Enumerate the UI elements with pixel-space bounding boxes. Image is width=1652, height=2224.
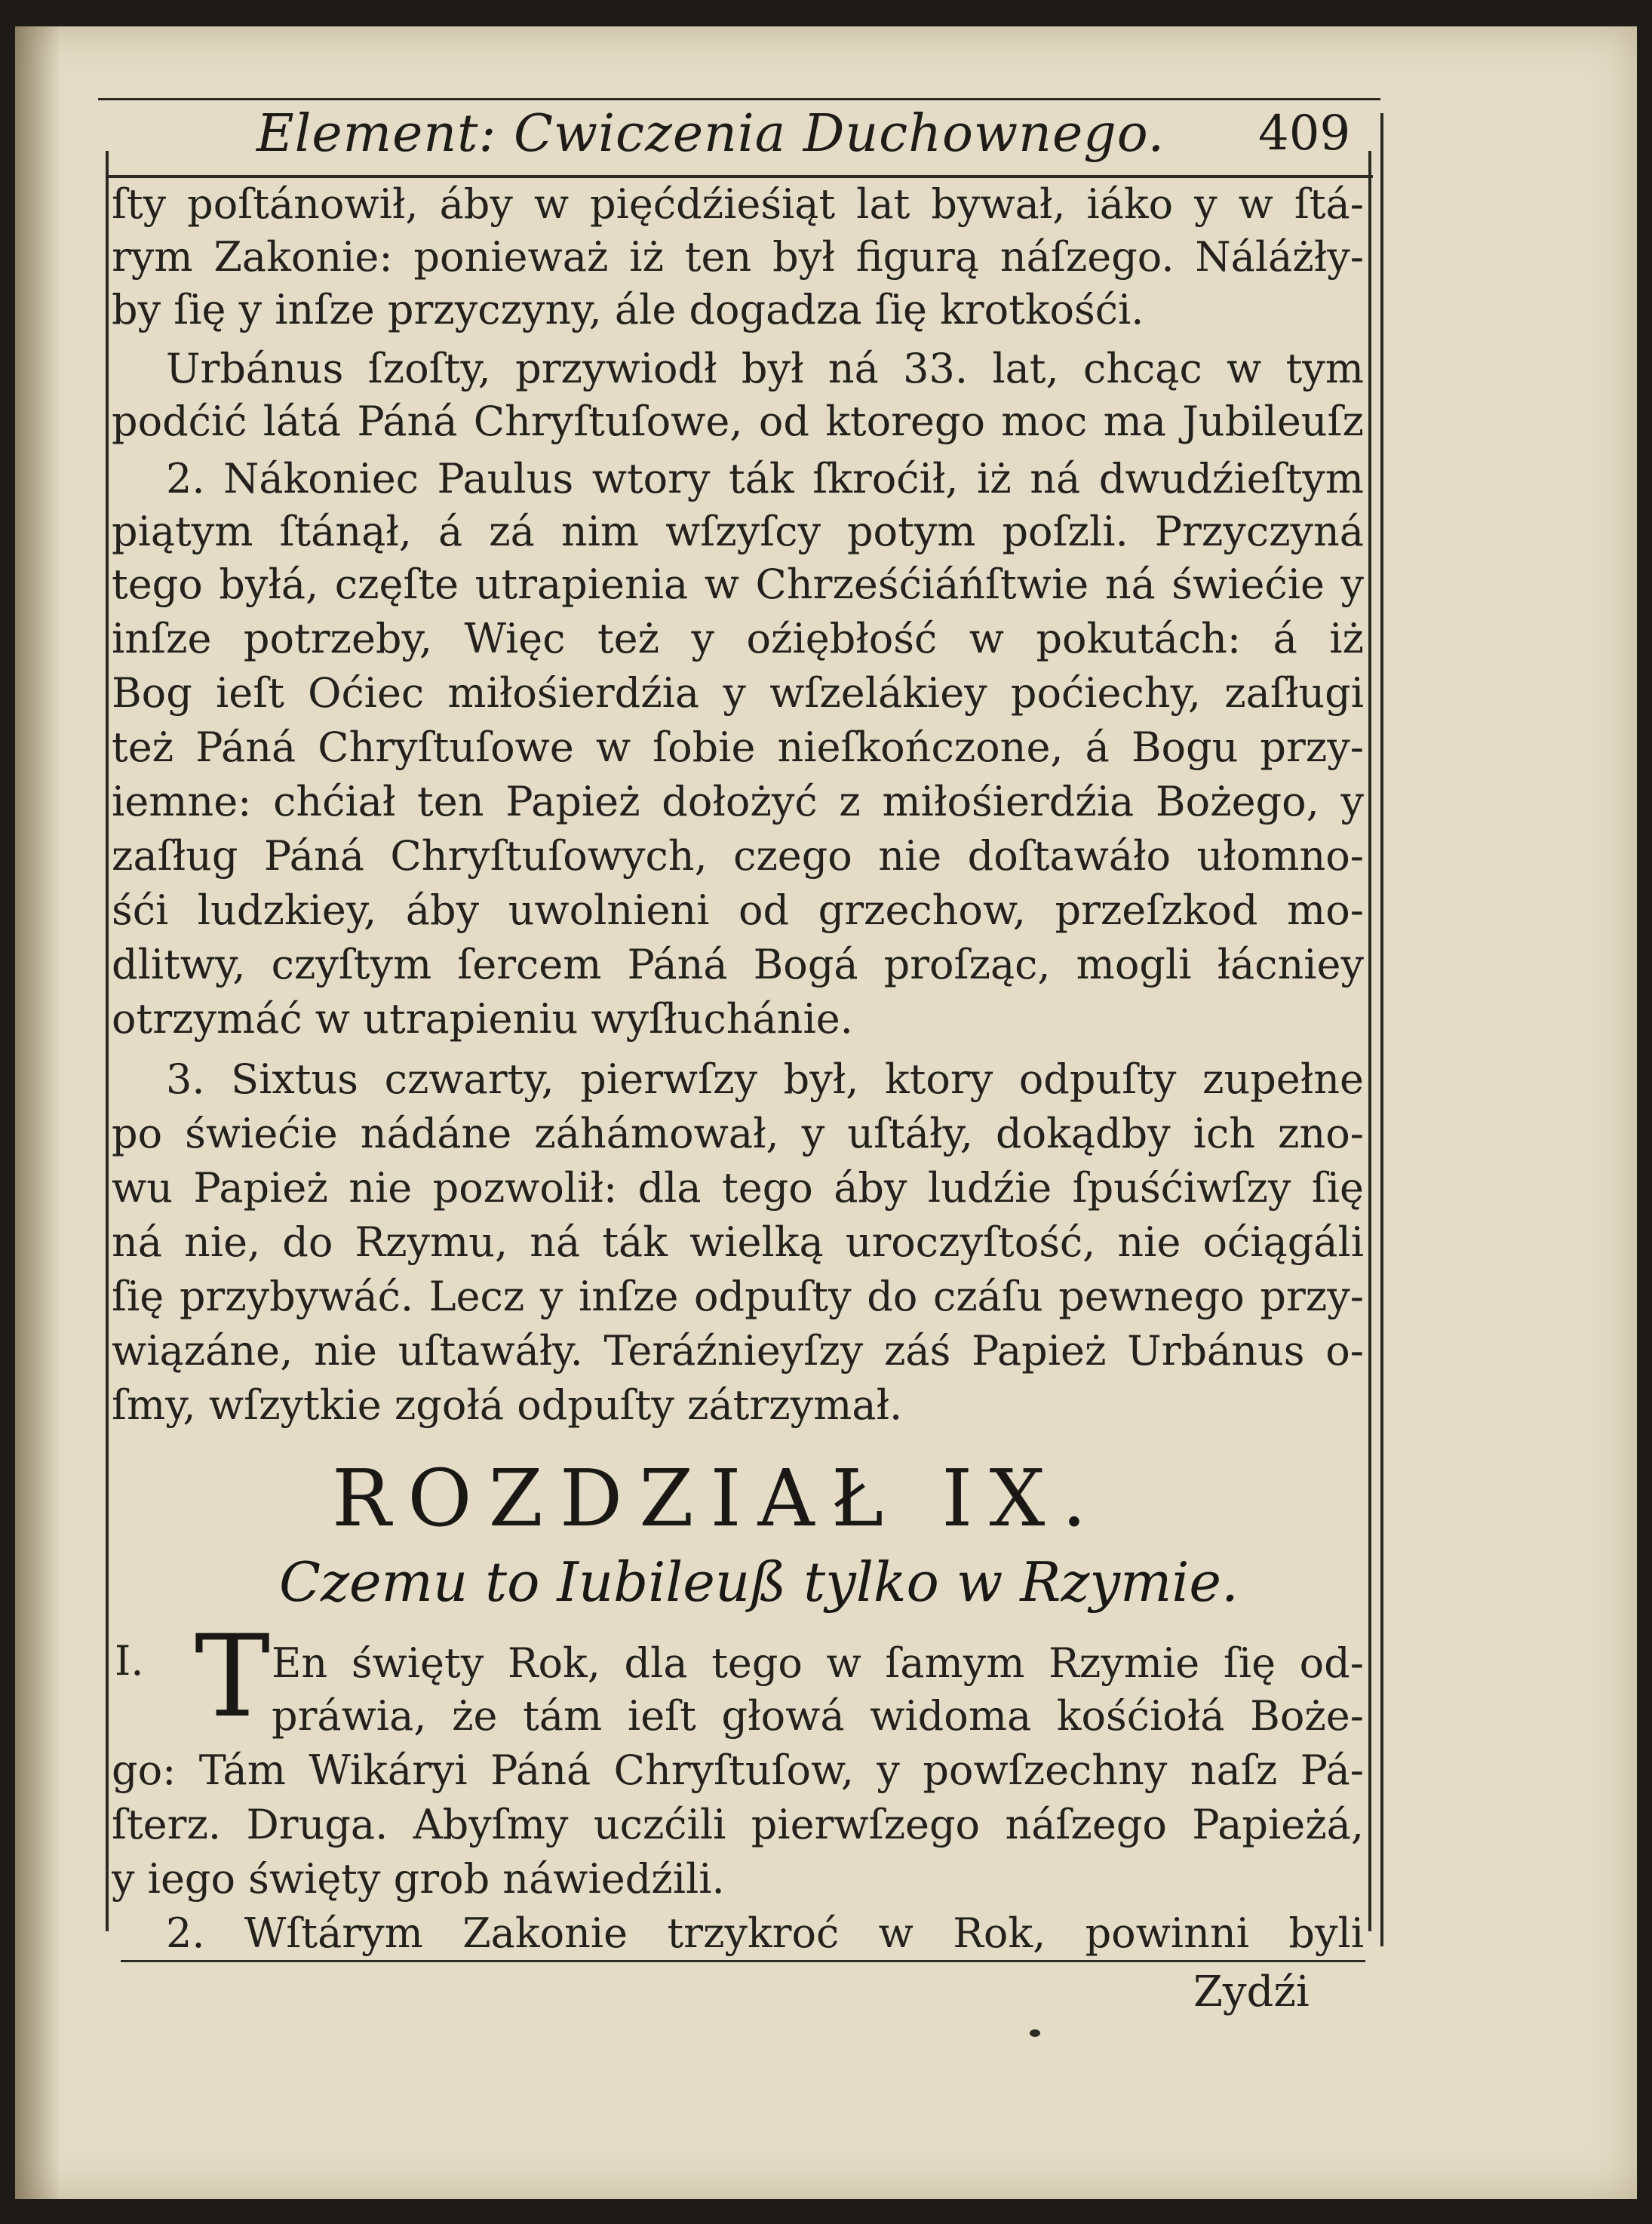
chapter-text-line: ſterz. Druga. Abyſmy uczćili pierwſzego náſzego Papieżá, [112,1801,1364,1848]
chapter-text-line: práwia, że tám ieſt głowá widoma kośćiołá Boże- [272,1692,1364,1740]
text-line: otrzymáć w utrapieniu wyſłuchánie. [112,995,853,1043]
text-line: śći ludzkiey, áby uwolnieni od grzechow, przeſzkod mo- [112,886,1364,934]
text-line: 2. Nákoniec Paulus wtory ták ſkroćił, iż ná dwudźieſtym [166,455,1364,502]
chapter-subtitle: Czemu to Iubileuß tylko w Rzymie. [279,1550,1239,1614]
text-line: wiązáne, nie uſtawáły. Teráźnieyſzy záś Papież Urbánus o- [112,1327,1364,1375]
frame-outer-rule [1380,113,1383,1946]
page-gutter-shadow [15,26,60,2199]
text-line: po świećie nádáne záhámował, y uſtáły, dokądby ich zno- [112,1110,1364,1157]
text-line: wu Papież nie pozwolił: dla tego áby ludźie ſpuśćiwſzy ſię [112,1164,1364,1212]
text-line: tego byłá, częſte utrapienia w Chrześćiáńſtwie ná świećie y [112,561,1364,608]
running-title: Element: Cwiczenia Duchownego. [256,104,1165,164]
text-line: ſty poſtánowił, áby w pięćdźieśiąt lat bywał, iáko y w ſtá- [112,180,1364,228]
text-line: Bog ieſt Oćiec miłośierdźia y wſzelákiey poćiechy, zaſługi [112,669,1364,717]
text-line: rym Zakonie: ponieważ iż ten był figurą náſzego. Náláżły- [112,233,1364,281]
text-line: dlitwy, czyſtym ſercem Páná Bogá proſząc, mogli łácniey [112,941,1364,988]
page-number: 409 [1258,106,1351,161]
chapter-title: ROZDZIAŁ IX. [332,1452,1104,1544]
chapter-text-line: 2. Wſtárym Zakonie trzykroć w Rok, powinni byli [166,1909,1364,1957]
catchword: Zydźi [1193,1968,1310,2017]
chapter-text-line: go: Tám Wikáryi Páná Chryſtuſow, y powſzechny naſz Pá- [112,1746,1364,1794]
text-line: by ſię y inſze przyczyny, ále dogadza ſię krotkośći. [112,286,1144,333]
text-line: iemne: chćiał ten Papież dołożyć z miłośierdźia Bożego, y [112,778,1364,825]
bottom-rule [121,1960,1365,1962]
section-number: I. [115,1637,144,1685]
printer-ornament [1030,2029,1040,2037]
chapter-text-line: y iego święty grob náwiedźili. [112,1855,725,1903]
text-line: inſze potrzeby, Więc też y oźiębłość w pokutách: á iż [112,615,1364,662]
drop-cap: T [195,1611,271,1743]
text-line: podćić látá Páná Chryſtuſowe, od ktorego moc ma Jubileuſz [112,398,1364,445]
text-line: zaſług Páná Chryſtuſowych, czego nie doſtawáło ułomno- [112,832,1364,880]
text-line: ſię przybywáć. Lecz y inſze odpuſty do czáſu pewnego przy- [112,1273,1364,1320]
text-line: ná nie, do Rzymu, ná ták wielką uroczyſtość, nie oćiągáli [112,1218,1364,1266]
text-line: ſmy, wſzytkie zgołá odpuſty zátrzymał. [112,1381,903,1429]
text-line: też Páná Chryſtuſowe w ſobie nieſkończone, á Bogu przy- [112,723,1364,771]
text-line: 3. Sixtus czwarty, pierwſzy był, ktory odpuſty zupełne [166,1055,1364,1103]
top-rule [98,98,1380,100]
text-line: piątym ſtánął, á zá nim wſzyſcy potym poſzli. Przyczyná [112,508,1364,555]
text-line: Urbánus ſzoſty, przywiodł był ná 33. lat, chcąc w tym [166,345,1364,392]
chapter-text-line: En święty Rok, dla tego w ſamym Rzymie ſię od- [272,1639,1364,1687]
